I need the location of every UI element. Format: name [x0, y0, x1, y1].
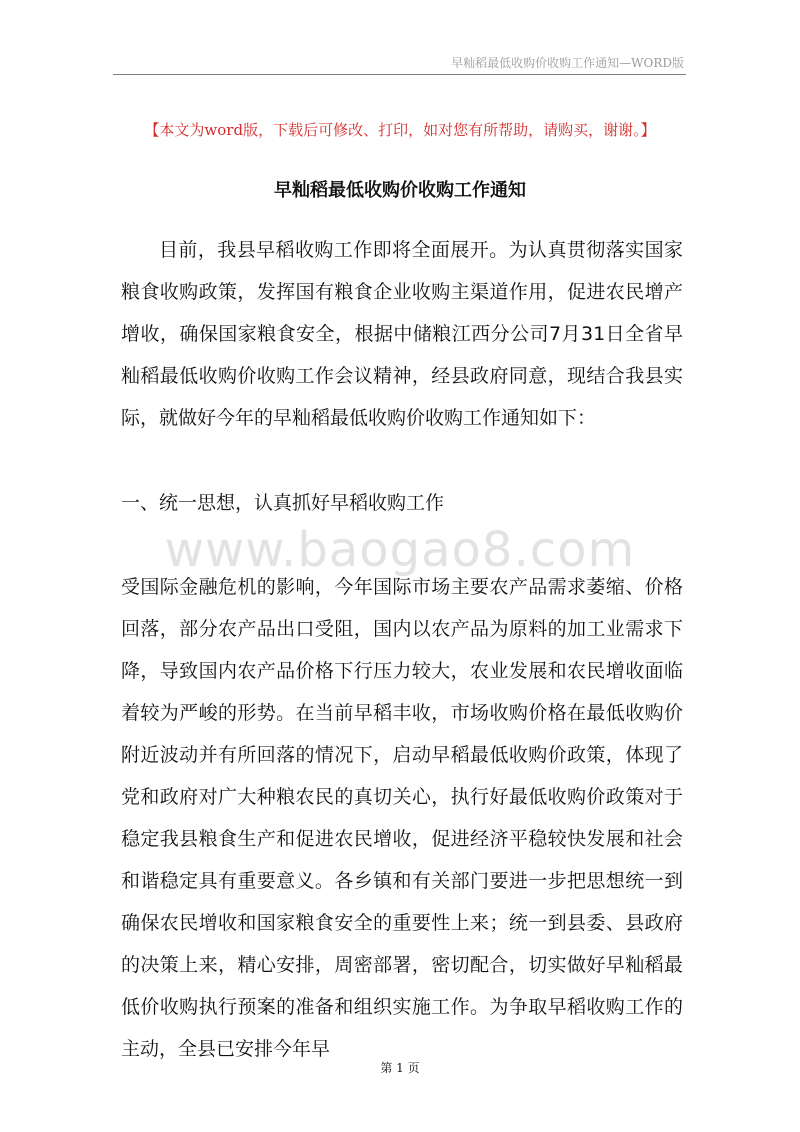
section-heading-1: 一、统一思想，认真抓好早稻收购工作 — [121, 492, 445, 514]
download-notice: 【本文为word版，下载后可修改、打印，如对您有所帮助，请购买，谢谢。】 — [144, 121, 656, 139]
paragraph-intro: 目前，我县早稻收购工作即将全面展开。为认真贯彻落实国家粮食收购政策，发挥国有粮食企业收购主渠道作用，促进农民增产增收，确保国家粮食安全，根据中储粮江西分公司7月31日全省早籼稻最低收购价收购工作会议精神，经县政府同意，现结合我县实际，就做好今年的早籼稻最低收购价收购工作通知如下： — [121, 239, 683, 429]
page-number: 第 1 页 — [380, 1061, 420, 1075]
watermark: www.baogao8.com — [164, 522, 636, 578]
header-divider — [113, 74, 686, 75]
document-title: 早籼稻最低收购价收购工作通知 — [274, 180, 526, 201]
paragraph-section-1: 受国际金融危机的影响，今年国际市场主要农产品需求萎缩、价格回落，部分农产品出口受阻，国内以农产品为原料的加工业需求下降，导致国内农产品价格下行压力较大，农业发展和农民增收面临着较为严峻的形势。在当前早稻丰收，市场收购价格在最低收购价附近波动并有所回落的情况下，启动早稻最低收购价政策，体现了党和政府对广大种粮农民的真切关心，执行好最低收购价政策对于稳定我县粮食生产和促进农民增收，促进经济平稳较快发展和社会和谐稳定具有重要意义。各乡镇和有关部门要进一步把思想统一到确保农民增收和国家粮食安全的重要性上来；统一到县委、县政府的决策上来，精心安排，周密部署，密切配合，切实做好早籼稻最低价收购执行预案的准备和组织实施工作。为争取早稻收购工作的主动，全县已安排今年早 — [121, 576, 683, 1060]
running-header: 早籼稻最低收购价收购工作通知—WORD版 — [451, 56, 684, 70]
